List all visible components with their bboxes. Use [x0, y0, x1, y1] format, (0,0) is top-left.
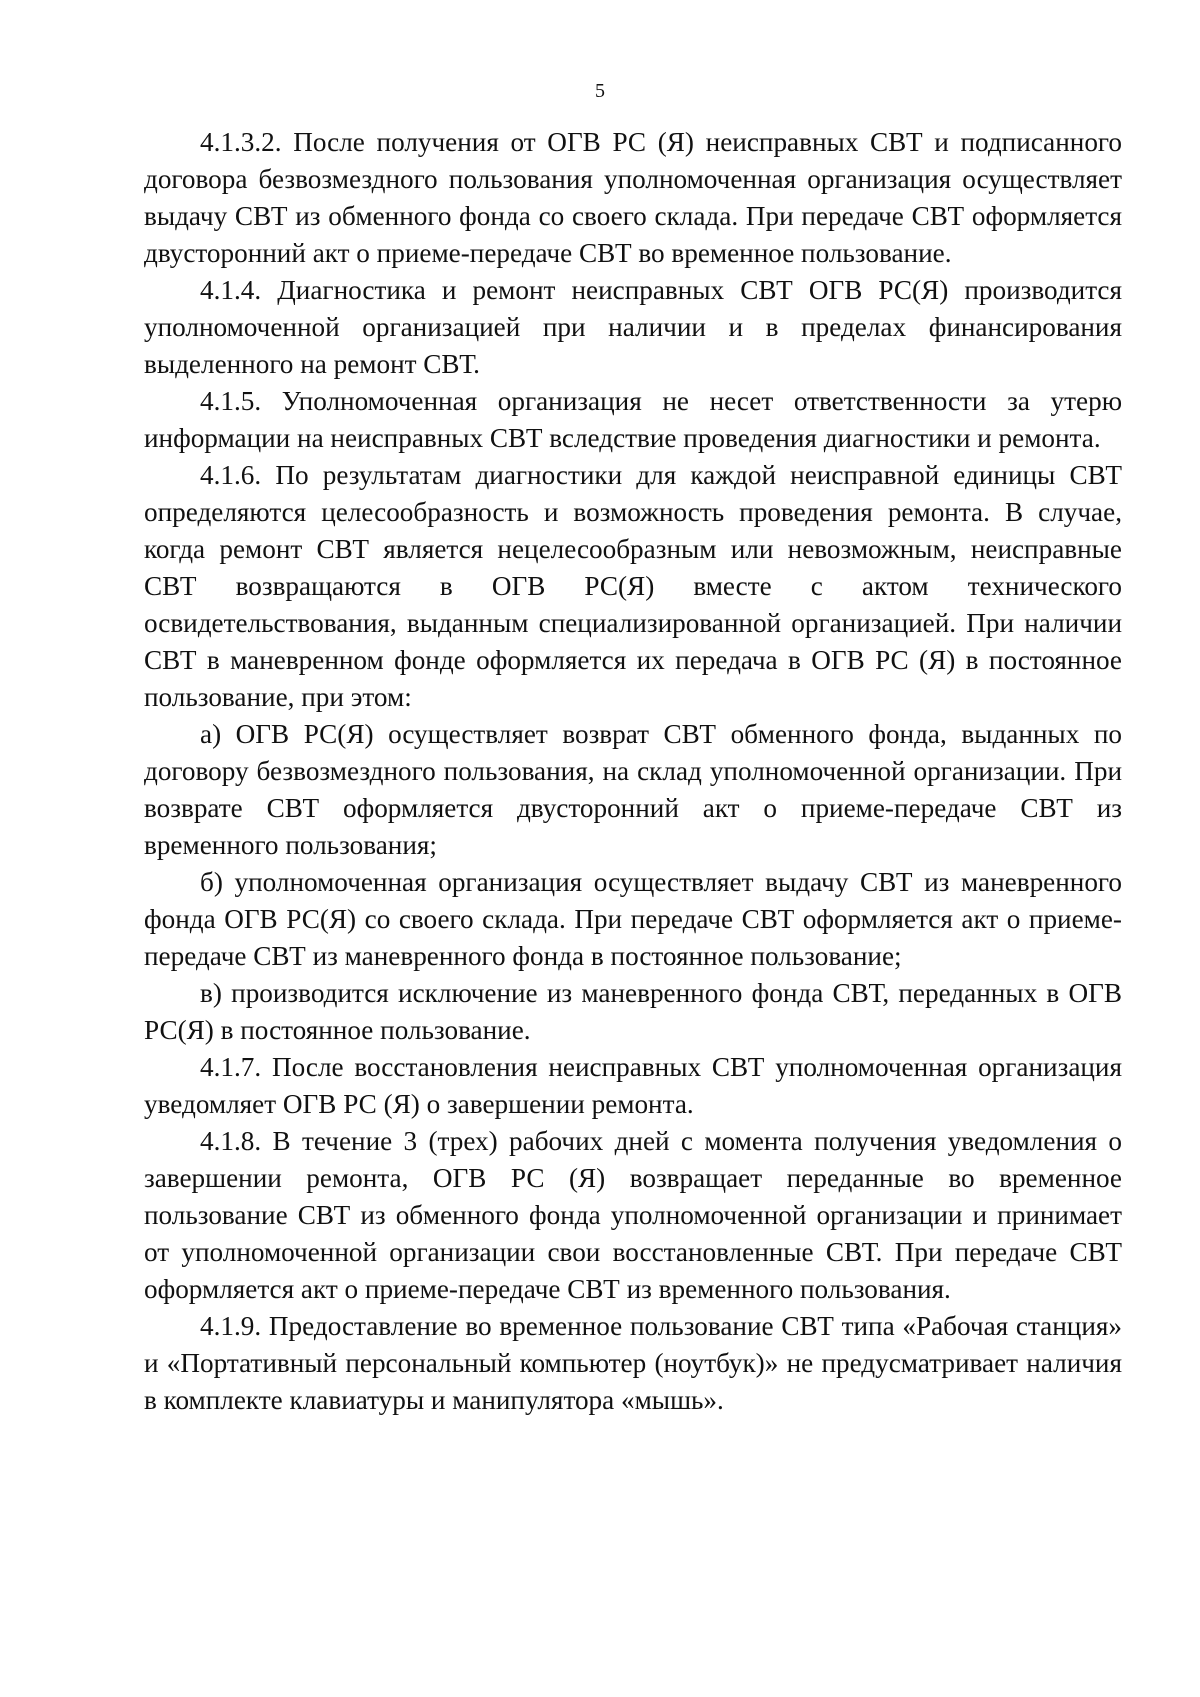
paragraph-4-1-8: 4.1.8. В течение 3 (трех) рабочих дней с момента получения уведомления о завершении ремонта, ОГВ РС (Я) возвращает переданные во временное пользование СВТ из обменного фонда уполномоченной организации и принимает от уполномоченной организации свои восстановленные СВТ. При передаче СВТ оформляется акт о приеме-передаче СВТ из временного пользования. [144, 1126, 1122, 1304]
paragraph-item-v: в) производится исключение из маневренного фонда СВТ, переданных в ОГВ РС(Я) в постоянное пользование. [144, 978, 1122, 1045]
paragraph-4-1-7: 4.1.7. После восстановления неисправных СВТ уполномоченная организация уведомляет ОГВ РС (Я) о завершении ремонта. [144, 1052, 1122, 1119]
page-number: 5 [595, 80, 605, 102]
paragraph-4-1-4: 4.1.4. Диагностика и ремонт неисправных СВТ ОГВ РС(Я) производится уполномоченной организацией при наличии и в пределах финансирования выделенного на ремонт СВТ. [144, 275, 1122, 379]
paragraph-item-b: б) уполномоченная организация осуществляет выдачу СВТ из маневренного фонда ОГВ РС(Я) со своего склада. При передаче СВТ оформляется акт о приеме-передаче СВТ из маневренного фонда в постоянное пользование; [144, 867, 1122, 971]
document-body [144, 124, 1122, 1419]
paragraph-item-a: а) ОГВ РС(Я) осуществляет возврат СВТ обменного фонда, выданных по договору безвозмездного пользования, на склад уполномоченной организации. При возврате СВТ оформляется двусторонний акт о приеме-передаче СВТ из временного пользования; [144, 719, 1122, 860]
paragraph-4-1-6: 4.1.6. По результатам диагностики для каждой неисправной единицы СВТ определяются целесообразность и возможность проведения ремонта. В случае, когда ремонт СВТ является нецелесообразным или невозможным, неисправные СВТ возвращаются в ОГВ РС(Я) вместе с актом технического освидетельствования, выданным специализированной организацией. При наличии СВТ в маневренном фонде оформляется их передача в ОГВ РС (Я) в постоянное пользование, при этом: [144, 460, 1122, 712]
paragraph-4-1-3-2: 4.1.3.2. После получения от ОГВ РС (Я) неисправных СВТ и подписанного договора безвозмездного пользования уполномоченная организация осуществляет выдачу СВТ из обменного фонда со своего склада. При передаче СВТ оформляется двусторонний акт о приеме-передаче СВТ во временное пользование. [144, 127, 1122, 268]
paragraph-4-1-5: 4.1.5. Уполномоченная организация не несет ответственности за утерю информации на неисправных СВТ вследствие проведения диагностики и ремонта. [144, 386, 1122, 453]
paragraph-4-1-9: 4.1.9. Предоставление во временное пользование СВТ типа «Рабочая станция» и «Портативный персональный компьютер (ноутбук)» не предусматривает наличия в комплекте клавиатуры и манипулятора «мышь». [144, 1311, 1122, 1415]
